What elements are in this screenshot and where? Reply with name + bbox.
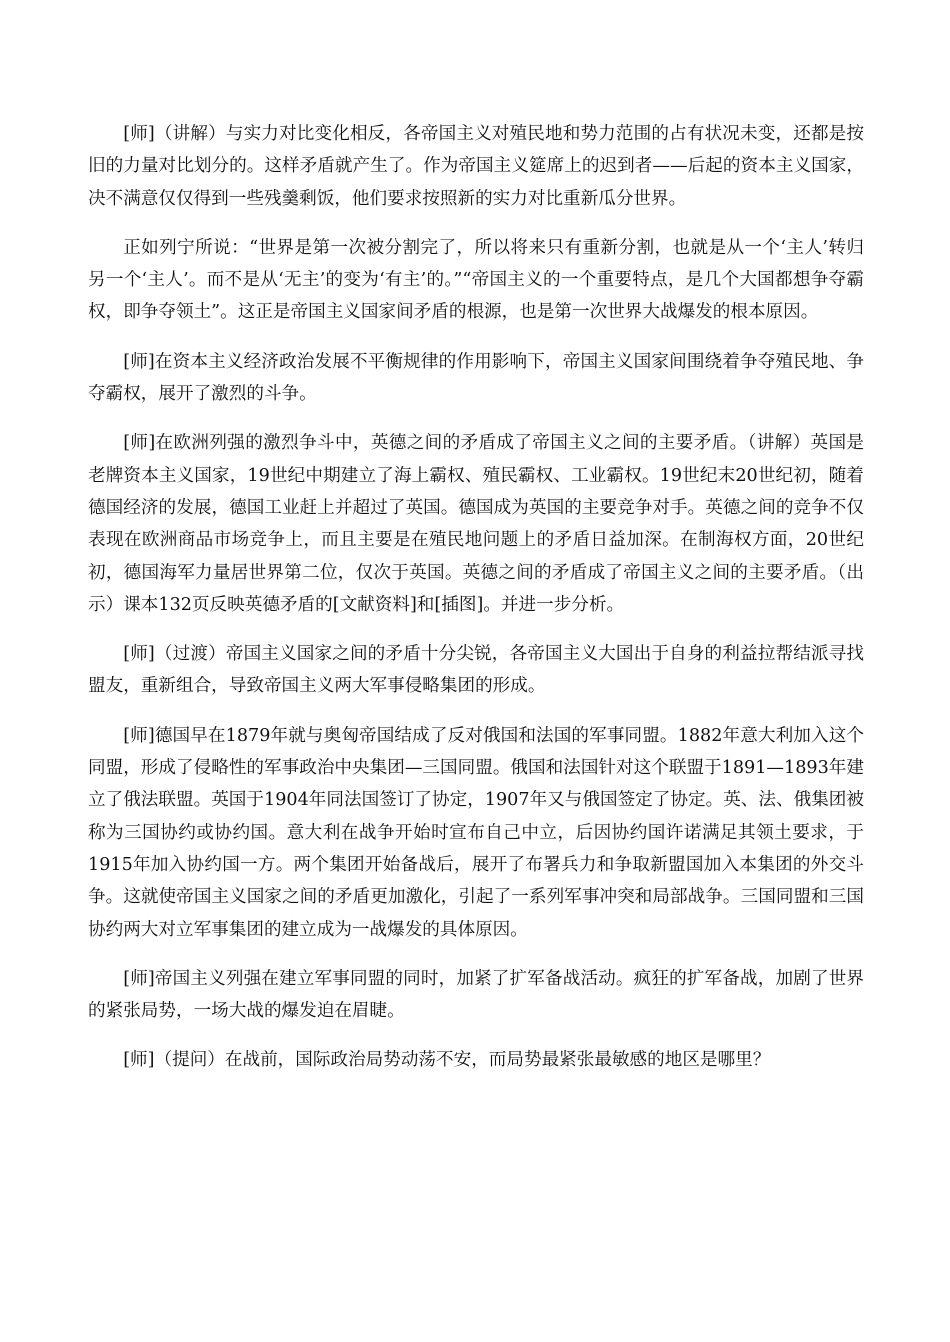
document-page [88, 118, 864, 1094]
paragraph-lenin-quote: 正如列宁所说：“世界是第一次被分割完了，所以将来只有重新分割，也就是从一个‘主人’转归另一个‘主人’。而不是从‘无主’的变为‘有主’的。”“帝国主义的一个重要特点，是几个大国都想争夺霸权，即争夺领土”。这正是帝国主义国家间矛盾的根源，也是第一次世界大战爆发的根本原因。 [88, 237, 864, 323]
paragraph-lecture-redivision: [师]（讲解）与实力对比变化相反，各帝国主义对殖民地和势力范围的占有状况未变，还都是按旧的力量对比划分的。这样矛盾就产生了。作为帝国主义筵席上的迟到者——后起的资本主义国家，决不满意仅仅得到一些残羹剩饭，他们要求按照新的实力对比重新瓜分世界。 [88, 124, 864, 209]
paragraph-uneven-development: [师]在资本主义经济政治发展不平衡规律的作用影响下，帝国主义国家间围绕着争夺殖民地、争夺霸权，展开了激烈的斗争。 [88, 351, 864, 405]
paragraph-alliances: [师]德国早在1879年就与奥匈帝国结成了反对俄国和法国的军事同盟。1882年意大利加入这个同盟，形成了侵略性的军事政治中央集团—三国同盟。俄国和法国针对这个联盟于1891—1893年建立了俄法联盟。英国于1904年同法国签订了协定，1907年又与俄国签定了协定。英、法、俄集团被称为三国协约或协约国。意大利在战争开始时宣布自己中立，后因协约国许诺满足其领土要求，于1915年加入协约国一方。两个集团开始备战后，展开了布署兵力和争取新盟国加入本集团的外交斗争。这就使帝国主义国家之间的矛盾更加激化，引起了一系列军事冲突和局部战争。三国同盟和三国协约两大对立军事集团的建立成为一战爆发的具体原因。 [88, 725, 864, 940]
paragraph-anglo-german-rivalry: [师]在欧洲列强的激烈争斗中，英德之间的矛盾成了帝国主义之间的主要矛盾。（讲解）英国是老牌资本主义国家，19世纪中期建立了海上霸权、殖民霸权、工业霸权。19世纪末20世纪初，随着德国经济的发展，德国工业赶上并超过了英国。德国成为英国的主要竞争对手。英德之间的竞争不仅表现在欧洲商品市场竞争上，而且主要是在殖民地问题上的矛盾日益加深。在制海权方面，20世纪初，德国海军力量居世界第二位，仅次于英国。英德之间的矛盾成了帝国主义之间的主要矛盾。（出示）课本132页反映英德矛盾的[文献资料]和[插图]。并进一步分析。 [88, 433, 864, 615]
paragraph-arms-race: [师]帝国主义列强在建立军事同盟的同时，加紧了扩军备战活动。疯狂的扩军备战，加剧了世界的紧张局势，一场大战的爆发迫在眉睫。 [88, 968, 864, 1022]
paragraph-transition-blocs: [师]（过渡）帝国主义国家之间的矛盾十分尖锐，各帝国主义大国出于自身的利益拉帮结派寻找盟友，重新组合，导致帝国主义两大军事侵略集团的形成。 [88, 644, 864, 697]
paragraph-question: [师]（提问）在战前，国际政治局势动荡不安，而局势最紧张最敏感的地区是哪里？ [123, 1050, 771, 1071]
